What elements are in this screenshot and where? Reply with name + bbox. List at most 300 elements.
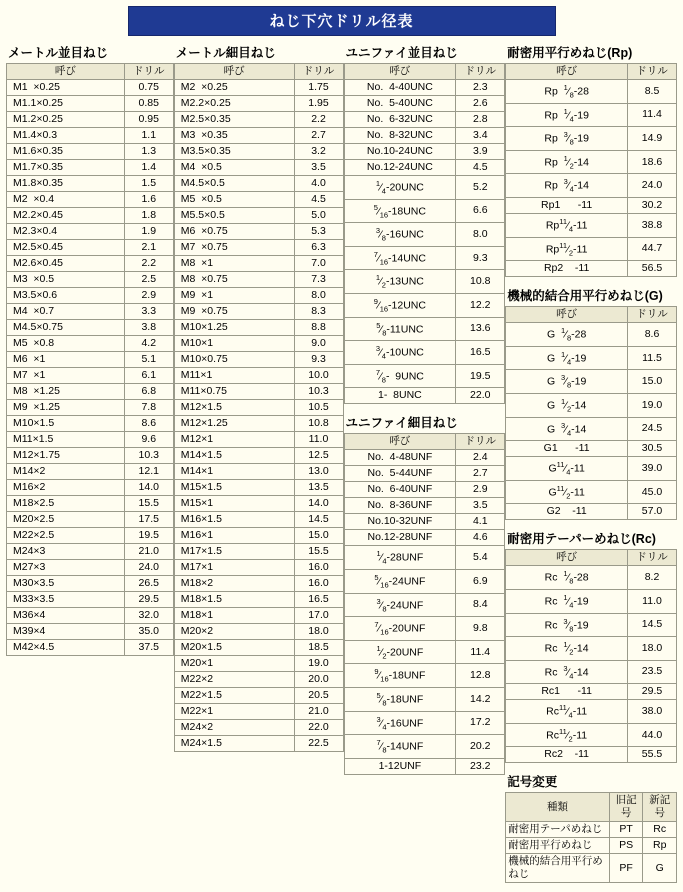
cell-drill-size: 8.6 <box>124 416 173 432</box>
cell-drill-size: 13.6 <box>456 317 505 341</box>
cell-thread-name: Rp $^1⁄_8-28$ <box>506 80 628 104</box>
cell-drill-size: 9.0 <box>294 336 343 352</box>
cell-thread-name: M15×1 <box>174 496 294 512</box>
cell-thread-name: M3.5×0.6 <box>7 288 125 304</box>
cell-thread-name: G $^1⁄_2-14$ <box>506 393 628 417</box>
cell-drill-size: 18.0 <box>628 637 677 661</box>
cell-thread-name: $^1⁄_2-20UNF$ <box>344 640 456 664</box>
cell-thread-name: M18×2 <box>174 576 294 592</box>
cell-thread-name: M5 ×0.8 <box>7 336 125 352</box>
table-row <box>174 640 343 656</box>
cell-drill-size: 14.5 <box>628 613 677 637</box>
cell-thread-name: No. 8-32UNC <box>344 128 456 144</box>
cell-drill-size: 8.0 <box>456 223 505 247</box>
col-header-name: 呼び <box>174 64 294 80</box>
cell-thread-name: M14×1.5 <box>174 448 294 464</box>
cell-drill-size: 4.1 <box>456 514 505 530</box>
cell-drill-size: 1.1 <box>124 128 173 144</box>
cell-drill-size: 8.2 <box>628 566 677 590</box>
cell-drill-size: 22.5 <box>294 736 343 752</box>
cell-drill-size: 11.0 <box>294 432 343 448</box>
cell-drill-size: 9.6 <box>124 432 173 448</box>
table-row <box>7 560 174 576</box>
cell-drill-size: 12.2 <box>456 293 505 317</box>
cell-drill-size: 12.5 <box>294 448 343 464</box>
cell-drill-size: 2.2 <box>124 256 173 272</box>
table-row <box>344 450 505 466</box>
table-row <box>344 758 505 774</box>
table-header-row <box>344 64 505 80</box>
table-rc <box>505 549 677 763</box>
tbody-unified-coarse <box>344 80 505 404</box>
cell-drill-size: 5.0 <box>294 208 343 224</box>
cell-drill-size: 6.6 <box>456 199 505 223</box>
table-row <box>7 160 174 176</box>
cell-drill-size: 0.95 <box>124 112 173 128</box>
cell-drill-size: 17.0 <box>294 608 343 624</box>
cell-thread-name: No. 5-40UNC <box>344 96 456 112</box>
col-header-name: 呼び <box>506 307 628 323</box>
table-row <box>344 128 505 144</box>
table-row <box>344 593 505 617</box>
cell-thread-name: No. 4-48UNF <box>344 450 456 466</box>
cell-drill-size: 15.0 <box>628 370 677 394</box>
cell-drill-size: 6.1 <box>124 368 173 384</box>
cell-drill-size: 14.0 <box>124 480 173 496</box>
cell-drill-size: 7.3 <box>294 272 343 288</box>
cell-thread-name: M12×1.5 <box>174 400 294 416</box>
table-row <box>174 368 343 384</box>
table-row <box>344 293 505 317</box>
cell-drill-size: 32.0 <box>124 608 173 624</box>
cell-thread-name: $^7⁄_8-14UNF$ <box>344 735 456 759</box>
table-row <box>506 504 677 520</box>
table-row <box>174 112 343 128</box>
table-row <box>7 224 174 240</box>
cell-new-symbol: Rp <box>643 838 677 854</box>
cell-old-symbol: PT <box>609 822 643 838</box>
cell-drill-size: 9.3 <box>456 246 505 270</box>
table-row <box>506 660 677 684</box>
cell-thread-name: M10×1.5 <box>7 416 125 432</box>
cell-drill-size: 5.1 <box>124 352 173 368</box>
section-title-g: 機械的結合用平行めねじ(G) <box>507 289 663 304</box>
table-row <box>506 457 677 481</box>
cell-drill-size: 3.5 <box>456 498 505 514</box>
table-row <box>344 514 505 530</box>
page-title: ねじ下穴ドリル径表 <box>128 6 556 36</box>
cell-thread-name: M4 ×0.7 <box>7 304 125 320</box>
cell-thread-name: No. 8-36UNF <box>344 498 456 514</box>
section-rp <box>505 43 677 277</box>
cell-thread-name: M20×1 <box>174 656 294 672</box>
cell-thread-name: M20×2 <box>174 624 294 640</box>
table-rp <box>505 63 677 277</box>
cell-thread-name: M1.7×0.35 <box>7 160 125 176</box>
cell-thread-name: M1.4×0.3 <box>7 128 125 144</box>
col-header-name: 呼び <box>344 64 456 80</box>
cell-thread-name: M1.8×0.35 <box>7 176 125 192</box>
cell-thread-name: M4.5×0.5 <box>174 176 294 192</box>
table-row <box>506 822 677 838</box>
table-row <box>7 336 174 352</box>
cell-drill-size: 4.2 <box>124 336 173 352</box>
table-row <box>344 96 505 112</box>
cell-drill-size: 56.5 <box>628 261 677 277</box>
table-row <box>174 448 343 464</box>
cell-drill-size: 11.4 <box>628 103 677 127</box>
table-row <box>506 637 677 661</box>
table-row <box>174 592 343 608</box>
cell-drill-size: 16.0 <box>294 560 343 576</box>
table-row <box>174 432 343 448</box>
section-title-rp: 耐密用平行めねじ(Rp) <box>507 46 633 60</box>
table-metric-fine <box>174 63 344 752</box>
table-row <box>174 336 343 352</box>
cell-drill-size: 7.8 <box>124 400 173 416</box>
cell-drill-size: 39.0 <box>628 457 677 481</box>
table-row <box>174 624 343 640</box>
table-unified-fine <box>344 433 506 774</box>
table-row <box>344 317 505 341</box>
cell-thread-name: No. 4-40UNC <box>344 80 456 96</box>
section-rc <box>505 529 677 763</box>
cell-drill-size: 2.2 <box>294 112 343 128</box>
cell-thread-name: M3 ×0.5 <box>7 272 125 288</box>
cell-drill-size: 1.75 <box>294 80 343 96</box>
cell-thread-name: M5.5×0.5 <box>174 208 294 224</box>
table-row <box>506 723 677 747</box>
cell-drill-size: 22.0 <box>294 720 343 736</box>
cell-thread-name: Rp $^1⁄_4-19$ <box>506 103 628 127</box>
table-row <box>344 711 505 735</box>
cell-drill-size: 11.5 <box>628 346 677 370</box>
cell-drill-size: 38.8 <box>628 213 677 237</box>
cell-thread-name: M14×2 <box>7 464 125 480</box>
table-row <box>7 320 174 336</box>
cell-new-symbol: G <box>643 854 677 883</box>
column-unified <box>344 43 506 892</box>
cell-thread-name: G $^3⁄_8-19$ <box>506 370 628 394</box>
column-metric-coarse <box>6 43 174 892</box>
table-row <box>7 608 174 624</box>
table-header-row <box>7 64 174 80</box>
cell-drill-size: 10.3 <box>124 448 173 464</box>
table-row <box>506 393 677 417</box>
cell-thread-name: Rc $^1⁄_4-19$ <box>506 589 628 613</box>
cell-drill-size: 8.0 <box>294 288 343 304</box>
tbody-kigou <box>506 822 677 883</box>
cell-thread-name: M18×1.5 <box>174 592 294 608</box>
cell-drill-size: 3.2 <box>294 144 343 160</box>
drill-size-chart-page <box>0 6 683 881</box>
cell-thread-name: M10×0.75 <box>174 352 294 368</box>
col-header-name: 呼び <box>344 434 456 450</box>
cell-thread-name: $Rc^{11}⁄_4-11$ <box>506 700 628 724</box>
table-row <box>506 197 677 213</box>
cell-thread-name: G2 -11 <box>506 504 628 520</box>
cell-drill-size: 2.5 <box>124 272 173 288</box>
cell-drill-size: 6.9 <box>456 569 505 593</box>
tbody-rc <box>506 566 677 763</box>
col-header-drill: ドリル <box>628 550 677 566</box>
cell-drill-size: 21.0 <box>294 704 343 720</box>
table-row <box>344 270 505 294</box>
table-row <box>506 174 677 198</box>
cell-thread-name: M16×1.5 <box>174 512 294 528</box>
table-row <box>344 546 505 570</box>
cell-drill-size: 24.0 <box>628 174 677 198</box>
table-row <box>174 672 343 688</box>
cell-thread-name: No.12-24UNC <box>344 160 456 176</box>
cell-drill-size: 2.6 <box>456 96 505 112</box>
table-row <box>506 237 677 261</box>
cell-thread-name: $^5⁄_{16}-24UNF$ <box>344 569 456 593</box>
col-header-old-symbol: 旧記号 <box>609 793 643 822</box>
table-row <box>174 160 343 176</box>
table-row <box>344 482 505 498</box>
cell-drill-size: 8.3 <box>294 304 343 320</box>
table-row <box>7 272 174 288</box>
cell-drill-size: 4.5 <box>294 192 343 208</box>
cell-thread-name: 1- 8UNC <box>344 388 456 404</box>
table-row <box>344 498 505 514</box>
cell-thread-name: No.12-28UNF <box>344 530 456 546</box>
cell-kind: 耐密用平行めねじ <box>506 838 610 854</box>
cell-kind: 耐密用テーパめねじ <box>506 822 610 838</box>
table-row <box>7 512 174 528</box>
table-row <box>174 528 343 544</box>
table-row <box>7 192 174 208</box>
table-row <box>506 417 677 441</box>
table-row <box>7 384 174 400</box>
cell-drill-size: 16.5 <box>456 341 505 365</box>
cell-thread-name: M2.6×0.45 <box>7 256 125 272</box>
cell-thread-name: $^3⁄_8-16UNC$ <box>344 223 456 247</box>
table-row <box>344 569 505 593</box>
cell-thread-name: Rp2 -11 <box>506 261 628 277</box>
cell-thread-name: Rc $^3⁄_4-14$ <box>506 660 628 684</box>
table-row <box>174 96 343 112</box>
cell-drill-size: 8.4 <box>456 593 505 617</box>
cell-drill-size: 12.8 <box>456 664 505 688</box>
cell-drill-size: 2.1 <box>124 240 173 256</box>
cell-new-symbol: Rc <box>643 822 677 838</box>
cell-drill-size: 12.1 <box>124 464 173 480</box>
cell-thread-name: Rc $^3⁄_8-19$ <box>506 613 628 637</box>
tbody-metric-fine <box>174 80 343 752</box>
table-row <box>7 432 174 448</box>
cell-thread-name: M2.5×0.45 <box>7 240 125 256</box>
cell-thread-name: Rp $^3⁄_4-14$ <box>506 174 628 198</box>
cell-drill-size: 6.8 <box>124 384 173 400</box>
cell-thread-name: $^3⁄_8-24UNF$ <box>344 593 456 617</box>
column-pipe-threads <box>505 43 677 892</box>
cell-thread-name: Rc1 -11 <box>506 684 628 700</box>
table-row <box>506 480 677 504</box>
cell-thread-name: M42×4.5 <box>7 640 125 656</box>
cell-thread-name: $G^{11}⁄_4-11$ <box>506 457 628 481</box>
table-row <box>174 400 343 416</box>
cell-thread-name: $Rp^{11}⁄_4-11$ <box>506 213 628 237</box>
cell-old-symbol: PF <box>609 854 643 883</box>
col-header-new-symbol: 新記号 <box>643 793 677 822</box>
cell-thread-name: $^7⁄_{16}-14UNC$ <box>344 246 456 270</box>
cell-thread-name: M2 ×0.25 <box>174 80 294 96</box>
table-row <box>344 735 505 759</box>
table-row <box>174 144 343 160</box>
cell-thread-name: M22×2.5 <box>7 528 125 544</box>
cell-thread-name: M5 ×0.5 <box>174 192 294 208</box>
cell-thread-name: $^9⁄_{16}-18UNF$ <box>344 664 456 688</box>
cell-drill-size: 2.3 <box>456 80 505 96</box>
tbody-g <box>506 323 677 520</box>
table-row <box>7 400 174 416</box>
section-g <box>505 286 677 520</box>
table-row <box>344 687 505 711</box>
cell-drill-size: 35.0 <box>124 624 173 640</box>
cell-thread-name: $^9⁄_{16}-12UNC$ <box>344 293 456 317</box>
cell-drill-size: 14.0 <box>294 496 343 512</box>
cell-thread-name: M2.2×0.45 <box>7 208 125 224</box>
cell-drill-size: 24.5 <box>628 417 677 441</box>
table-row <box>174 176 343 192</box>
cell-thread-name: M9 ×1 <box>174 288 294 304</box>
cell-thread-name: M1.2×0.25 <box>7 112 125 128</box>
cell-thread-name: No.10-32UNF <box>344 514 456 530</box>
cell-drill-size: 2.9 <box>124 288 173 304</box>
table-row <box>344 341 505 365</box>
table-row <box>7 528 174 544</box>
table-row <box>7 464 174 480</box>
table-row <box>506 684 677 700</box>
table-row <box>7 368 174 384</box>
col-header-name: 呼び <box>7 64 125 80</box>
section-title-rc: 耐密用テーパーめねじ(Rc) <box>507 532 656 547</box>
cell-drill-size: 20.5 <box>294 688 343 704</box>
cell-drill-size: 30.2 <box>628 197 677 213</box>
col-header-drill: ドリル <box>456 434 505 450</box>
cell-drill-size: 8.5 <box>628 80 677 104</box>
cell-drill-size: 15.5 <box>124 496 173 512</box>
cell-thread-name: M36×4 <box>7 608 125 624</box>
cell-drill-size: 19.0 <box>628 393 677 417</box>
table-row <box>506 213 677 237</box>
table-row <box>344 160 505 176</box>
table-row <box>506 854 677 883</box>
cell-thread-name: G $^3⁄_4-14$ <box>506 417 628 441</box>
cell-drill-size: 18.6 <box>628 150 677 174</box>
table-row <box>7 208 174 224</box>
col-header-drill: ドリル <box>294 64 343 80</box>
cell-thread-name: M16×1 <box>174 528 294 544</box>
cell-drill-size: 23.5 <box>628 660 677 684</box>
cell-thread-name: $^3⁄_4-10UNC$ <box>344 341 456 365</box>
table-row <box>174 256 343 272</box>
col-header-drill: ドリル <box>628 64 677 80</box>
table-row <box>174 688 343 704</box>
table-row <box>506 700 677 724</box>
cell-thread-name: $^7⁄_8-$ 9UNC <box>344 364 456 388</box>
cell-drill-size: 44.0 <box>628 723 677 747</box>
table-row <box>174 192 343 208</box>
cell-thread-name: Rp $^1⁄_2-14$ <box>506 150 628 174</box>
table-row <box>174 656 343 672</box>
table-row <box>174 128 343 144</box>
section-unified-coarse <box>344 43 506 404</box>
cell-drill-size: 10.8 <box>294 416 343 432</box>
cell-thread-name: M8 ×1 <box>174 256 294 272</box>
table-row <box>506 103 677 127</box>
cell-drill-size: 0.85 <box>124 96 173 112</box>
cell-thread-name: M17×1.5 <box>174 544 294 560</box>
cell-drill-size: 29.5 <box>628 684 677 700</box>
table-row <box>506 613 677 637</box>
table-row <box>344 176 505 200</box>
table-row <box>174 736 343 752</box>
cell-drill-size: 1.4 <box>124 160 173 176</box>
cell-thread-name: M4 ×0.5 <box>174 160 294 176</box>
cell-thread-name: M24×1.5 <box>174 736 294 752</box>
cell-drill-size: 8.6 <box>628 323 677 347</box>
cell-drill-size: 22.0 <box>456 388 505 404</box>
cell-thread-name: M8 ×1.25 <box>7 384 125 400</box>
section-title-unified-coarse: ユニファイ並目ねじ <box>345 46 458 60</box>
table-row <box>174 224 343 240</box>
cell-thread-name: M22×1 <box>174 704 294 720</box>
cell-drill-size: 10.8 <box>456 270 505 294</box>
table-row <box>506 150 677 174</box>
cell-thread-name: $Rp^{11}⁄_2-11$ <box>506 237 628 261</box>
table-row <box>344 246 505 270</box>
table-row <box>174 720 343 736</box>
cell-thread-name: M6 ×1 <box>7 352 125 368</box>
cell-thread-name: No. 6-40UNF <box>344 482 456 498</box>
cell-thread-name: M14×1 <box>174 464 294 480</box>
cell-drill-size: 5.4 <box>456 546 505 570</box>
cell-drill-size: 44.7 <box>628 237 677 261</box>
cell-drill-size: 16.5 <box>294 592 343 608</box>
cell-thread-name: M11×1 <box>174 368 294 384</box>
cell-thread-name: Rp $^3⁄_8-19$ <box>506 127 628 151</box>
cell-drill-size: 20.0 <box>294 672 343 688</box>
cell-thread-name: M7 ×0.75 <box>174 240 294 256</box>
cell-drill-size: 11.4 <box>456 640 505 664</box>
table-row <box>174 512 343 528</box>
table-row <box>506 261 677 277</box>
cell-drill-size: 2.7 <box>456 466 505 482</box>
cell-drill-size: 1.95 <box>294 96 343 112</box>
cell-thread-name: M1.6×0.35 <box>7 144 125 160</box>
cell-drill-size: 1.8 <box>124 208 173 224</box>
cell-drill-size: 15.0 <box>294 528 343 544</box>
table-row <box>506 441 677 457</box>
tbody-unified-fine <box>344 450 505 774</box>
cell-drill-size: 4.0 <box>294 176 343 192</box>
cell-drill-size: 10.5 <box>294 400 343 416</box>
table-row <box>344 80 505 96</box>
cell-thread-name: M20×2.5 <box>7 512 125 528</box>
cell-thread-name: 1-12UNF <box>344 758 456 774</box>
cell-drill-size: 13.0 <box>294 464 343 480</box>
col-header-drill: ドリル <box>628 307 677 323</box>
cell-thread-name: M6 ×0.75 <box>174 224 294 240</box>
cell-drill-size: 14.2 <box>456 687 505 711</box>
table-metric-coarse <box>6 63 174 656</box>
cell-drill-size: 13.5 <box>294 480 343 496</box>
cell-thread-name: M12×1 <box>174 432 294 448</box>
cell-drill-size: 4.6 <box>456 530 505 546</box>
